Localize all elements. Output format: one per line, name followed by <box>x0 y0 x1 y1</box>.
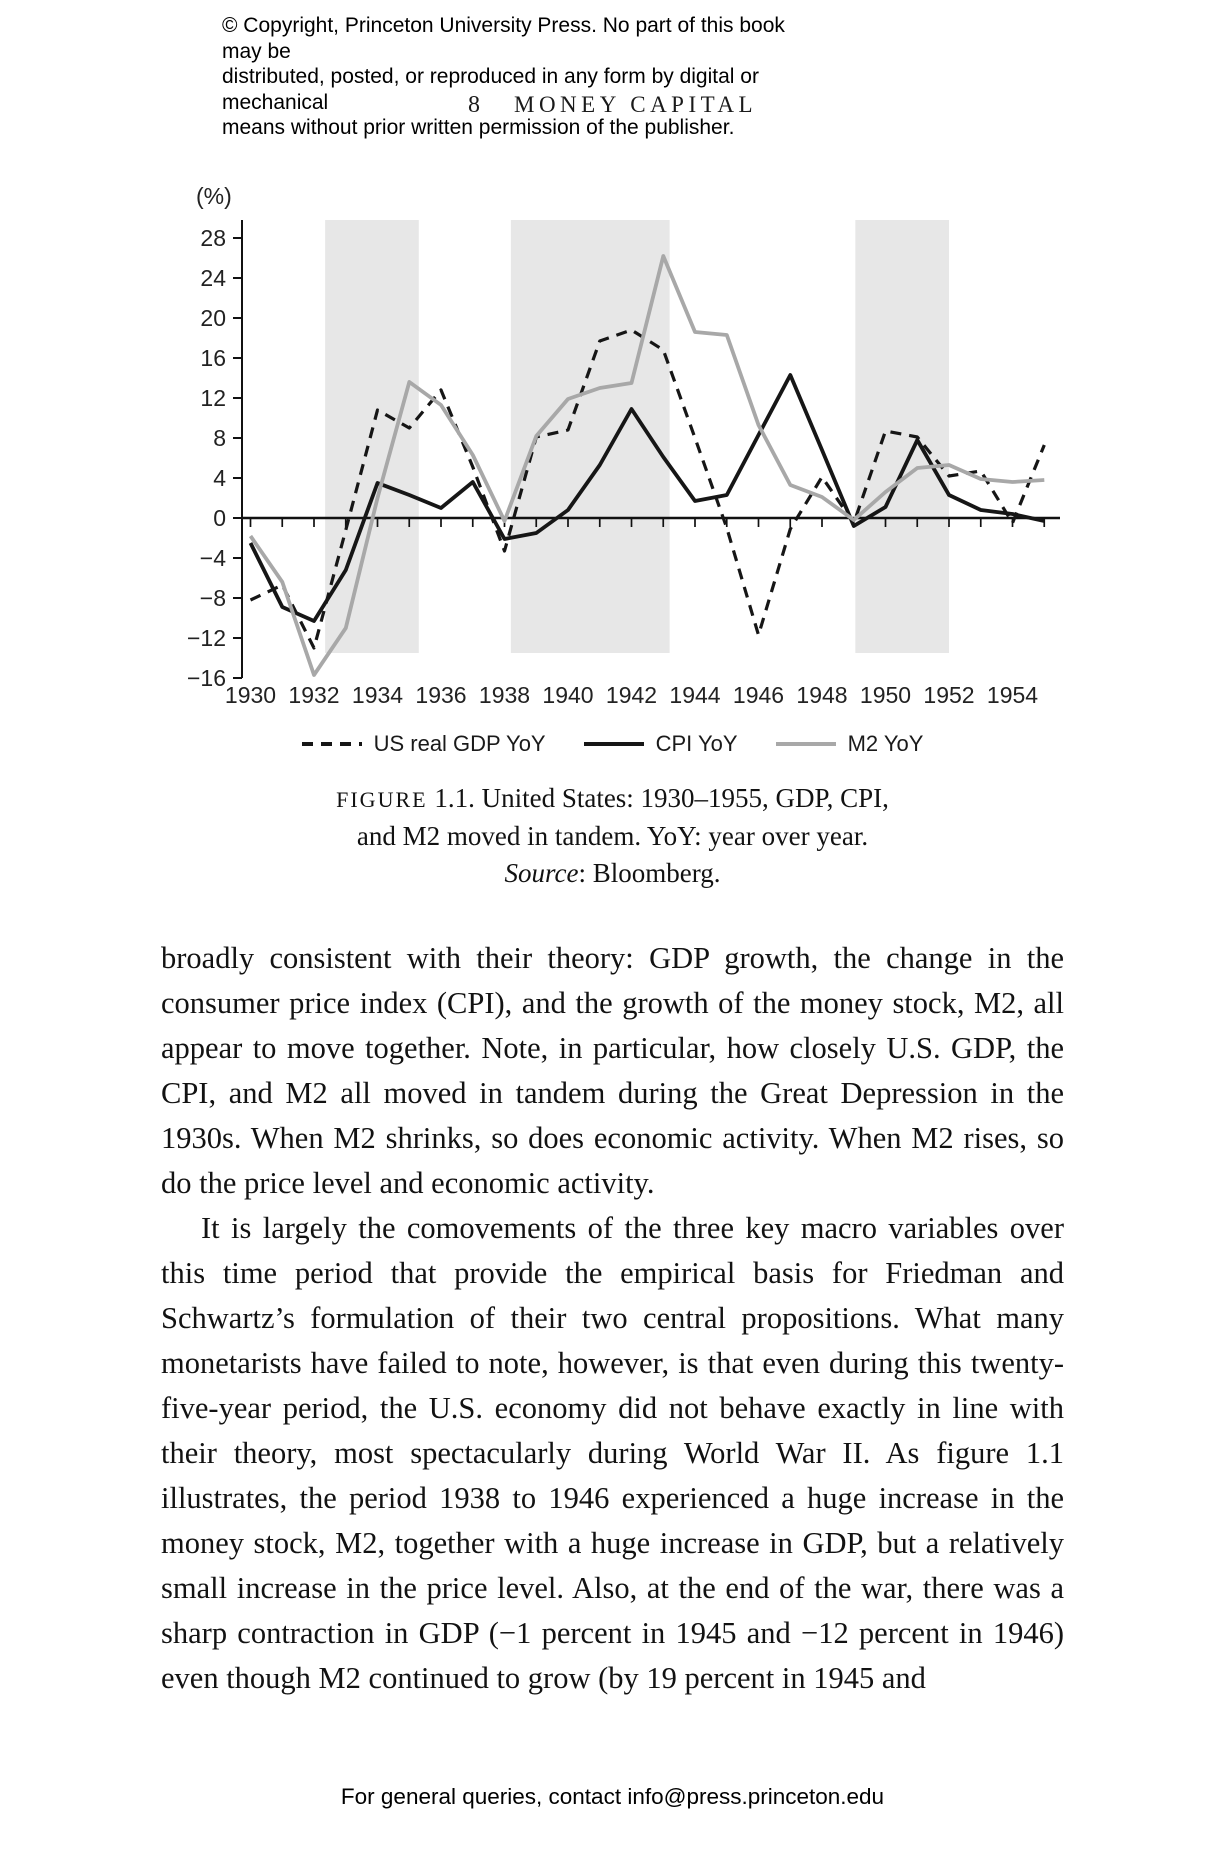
x-tick-label: 1932 <box>288 682 340 708</box>
y-tick-label: 24 <box>200 265 226 291</box>
figure-label: FIGURE <box>336 787 428 812</box>
x-tick-label: 1934 <box>351 682 404 708</box>
legend-label-gdp: US real GDP YoY <box>373 731 546 756</box>
caption-line-1-text: 1.1. United States: 1930–1955, GDP, CPI, <box>427 783 889 813</box>
page-number: 8 <box>468 92 480 118</box>
source-label: Source <box>504 858 579 888</box>
x-tick-label: 1950 <box>859 682 912 708</box>
x-tick-label: 1948 <box>796 682 848 708</box>
legend-item-gdp <box>302 731 546 757</box>
copyright-line: means without prior written permission of the publisher. <box>222 116 735 139</box>
caption-line-2: and M2 moved in tandem. YoY: year over year. <box>356 821 869 851</box>
figure-caption <box>160 780 1065 892</box>
chart-legend <box>0 731 1225 757</box>
legend-item-m2 <box>776 731 924 757</box>
figure-1-1-chart <box>0 0 1225 730</box>
y-tick-label: −4 <box>199 545 226 571</box>
legend-label-cpi: CPI YoY <box>655 731 738 756</box>
y-tick-label: 20 <box>200 305 226 331</box>
m2-gray-line-sample <box>776 742 836 746</box>
caption-line-1 <box>160 780 1065 818</box>
y-tick-label: 28 <box>200 225 226 251</box>
x-tick-label: 1946 <box>732 682 785 708</box>
x-tick-label: 1938 <box>478 682 531 708</box>
body-text <box>161 936 1064 1701</box>
source-text: : Bloomberg. <box>578 858 721 888</box>
gdp-dashed-line-sample <box>302 742 362 746</box>
cpi-solid-line-sample <box>584 742 644 746</box>
caption-source <box>160 855 1065 892</box>
legend-label-m2: M2 YoY <box>847 731 924 756</box>
footer-contact: For general queries, contact info@press.princeton.edu <box>340 1784 885 1809</box>
y-tick-label: −12 <box>186 625 226 651</box>
y-tick-label: 16 <box>200 345 226 371</box>
copyright-line: distributed, posted, or reproduced in any form by digital or mechanical <box>222 65 759 114</box>
copyright-line: © Copyright, Princeton University Press. No part of this book may be <box>222 14 785 63</box>
line-chart <box>0 0 1225 730</box>
y-tick-label: −16 <box>186 665 226 691</box>
y-axis-unit-label: (%) <box>196 183 232 209</box>
x-tick-label: 1940 <box>542 682 594 708</box>
paragraph-1: broadly consistent with their theory: GDP growth, the change in the consumer price index (CPI), and the growth of the money stock, M2, all appear to move together. Note, in particular, how closely U.S. GDP, the CPI, and M2 all moved in tandem during the Great Depression in the 1930s. When M2 shrinks, so does economic activity. When M2 rises, so do the price level and economic activity. <box>161 941 1064 1200</box>
y-tick-label: −8 <box>199 585 226 611</box>
y-tick-label: 0 <box>213 505 226 531</box>
y-tick-label: 12 <box>200 385 226 411</box>
shaded-band <box>855 220 949 653</box>
x-tick-label: 1944 <box>669 682 721 708</box>
running-head-title: MONEY CAPITAL <box>514 92 757 117</box>
x-tick-label: 1936 <box>415 682 467 708</box>
legend-item-cpi <box>584 731 738 757</box>
x-tick-label: 1930 <box>224 682 277 708</box>
y-tick-label: 8 <box>213 425 226 451</box>
y-tick-label: 4 <box>213 465 226 491</box>
x-tick-label: 1952 <box>923 682 975 708</box>
paragraph-2: It is largely the comovements of the three key macro variables over this time period that provide the empirical basis for Friedman and Schwartz’s formulation of their two central propositions. What many monetarists have failed to note, however, is that even during this twenty-five-year period, the U.S. economy did not behave exactly in line with their theory, most spectacularly during World War II. As figure 1.1 illustrates, the period 1938 to 1946 experienced a huge increase in the money stock, M2, together with a huge increase in GDP, but a relatively small increase in the price level. Also, at the end of the war, there was a sharp contraction in GDP (−1 percent in 1945 and −12 percent in 1946) even though M2 continued to grow (by 19 percent in 1945 and <box>161 1211 1064 1695</box>
x-tick-label: 1954 <box>986 682 1039 708</box>
x-tick-label: 1942 <box>605 682 658 708</box>
